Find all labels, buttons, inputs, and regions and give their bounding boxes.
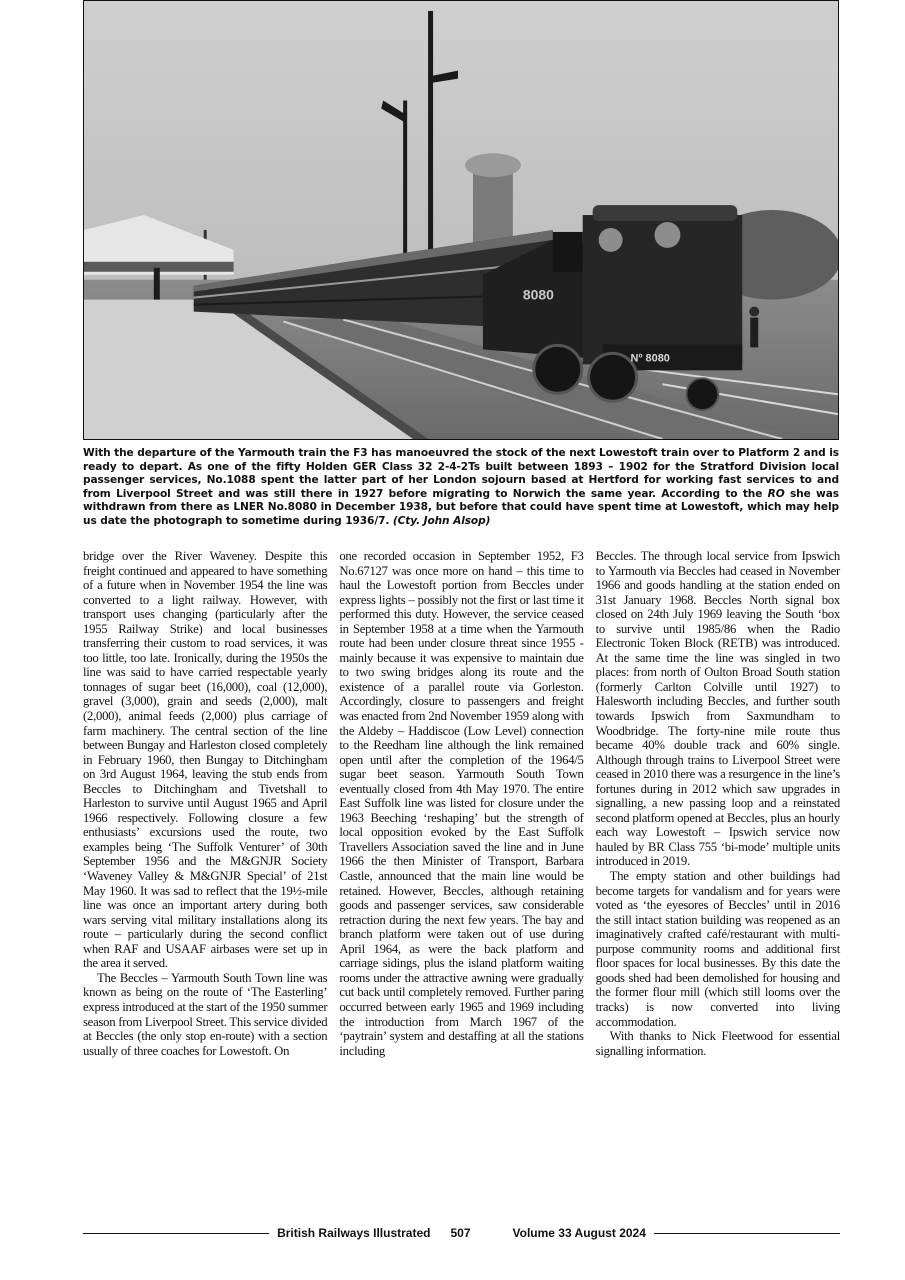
footer-rule-left: [83, 1233, 269, 1234]
cab-window: [599, 228, 623, 252]
publication-title: British Railways Illustrated: [277, 1226, 431, 1240]
photo-illustration: [84, 1, 838, 439]
signal-post: [403, 101, 407, 270]
page-footer: [83, 1224, 840, 1242]
locomotive-side-number: 8080: [522, 286, 554, 303]
cab-window: [654, 222, 680, 248]
acknowledgement: With thanks to Nick Fleetwood for essential signalling information.: [595, 1029, 840, 1058]
issue-info: Volume 33 August 2024: [512, 1226, 646, 1240]
page-number: 507: [450, 1226, 471, 1240]
driving-wheel: [589, 353, 637, 401]
signal-post: [428, 11, 433, 270]
footer-rule-right: [654, 1233, 840, 1234]
paragraph: The Beccles – Yarmouth South Town line was known as being on the route of ‘The Easterling’ express introduced at the start of the 1950 summer season from Liverpool Street. This service divided at Beccles (the only stop en-route) with a section usually of three coaches for Lowestoft. On: [83, 970, 328, 1058]
railway-worker: [750, 318, 758, 348]
paragraph: bridge over the River Waveney. Despite this freight continued and appeared to have something of a future when in November 1954 the line was converted to a light railway. However, with transport uses changing (particularly after the 1955 Railway Strike) and local businesses transferring their custom to road services, it was too little, too late. Ironically, during the 1950s the line was said to have carried respectable yearly tonnages of sugar beet (16,000), coal (12,000), gravel (3,000), grain and seeds (2,000), malt (2,000), animal feeds (2,000) plus carriage of farm machinery. The central section of the line between Bungay and Harleston closed completely in February 1960, then Bungay to Ditchingham on 3rd August 1964, leaving the stub ends from Beccles to Ditchingham and Tivetshall to Harleston to survive until August 1965 and April 1966 respectively. Following closure a few enthusiasts’ excursions used the route, two examples being ‘The Suffolk Venturer’ of 30th September 1956 and the M&GNJR Society ‘Waveney Valley & M&GNJR Special’ of 21st May 1960. It was sad to reflect that the 19½-mile line was once an important artery during both wars serving vital military installations along its route – particularly during the second conflict when RAF and USAAF airbases were set up in the area it served.: [83, 549, 328, 971]
railway-photograph: [83, 0, 839, 440]
locomotive-number-plate: Nº 8080: [630, 352, 670, 365]
photo-credit: (Cty. John Alsop): [392, 514, 491, 527]
caption-ro-abbr: RO: [767, 487, 785, 500]
article-column-1: [83, 549, 327, 1249]
article-body: [83, 549, 840, 1249]
paragraph: Beccles. The through local service from Ipswich to Yarmouth via Beccles had ceased in November 1966 and goods handling at the station ended on 31st January 1968. Beccles North signal box closed on 24th July 1969 leaving the South ‘box to survive until 1985/86 when the Radio Electronic Token Block (RETB) was introduced. At the same time the line was singled in two places: from north of Oulton Broad South station (formerly Carlton Colville until 1927) to Halesworth including Beccles, and further south towards Ipswich from Saxmundham to Woodbridge. The forty-nine mile route thus became 40% double track and 60% single. Although through trains to Liverpool Street were ceased in 2010 there was a resurgence in the line’s fortunes during in 2012 which saw upgrades in signalling, a new passing loop and a reinstated second platform opened at Beccles, plus an hourly each way Lowestoft – Ipswich service now hauled by BR Class 755 ‘bi-mode’ multiple units introduced in 2019.: [595, 549, 840, 869]
photo-caption: With the departure of the Yarmouth train the F3 has manoeuvred the stock of the next Lowestoft train over to Platform 2 and is ready to depart. As one of the fifty Holden GER Class 32 2-4-2Ts built between 1893 – 1902 for the Stratford Division local passenger services, No.1088 spent the latter part of her London sojourn based at Hertford for working fast services to and from Liverpool Street and was still there in 1927 before migrating to Norwich the same year. According to the RO she was withdrawn from there as LNER No.8080 in December 1938, but before that could have spent time at Lowestoft, which may help us date the photograph to sometime during 1936/7. (Cty. John Alsop): [83, 447, 839, 527]
paragraph: The empty station and other buildings had become targets for vandalism and for years were voted as ‘the eyesores of Beccles’ until in 2016 the still intact station building was reopened as an imaginatively crafted café/restaurant with multi-purpose community rooms and additional first floor spaces for local businesses. By this date the goods shed had been demolished for housing and the former flour mill (which still looms over the tracks) is now converted into living accommodation.: [595, 869, 840, 1029]
article-column-2: [339, 549, 583, 1249]
driving-wheel: [534, 345, 582, 393]
paragraph: one recorded occasion in September 1952, F3 No.67127 was once more on hand – this time to haul the Lowestoft portion from Beccles under express lights – possibly not the first or last time it performed this duty. However, the service ceased in September 1958 at a time when the Yarmouth route had been under closure threat since 1955 - mainly because it was expensive to maintain due to two swing bridges along its route and the existence of a parallel route via Gorleston. Accordingly, closure to passengers and freight was enacted from 2nd November 1959 along with the Aldeby – Haddiscoe (Low Level) connection to the Reedham line although the link remained open until after the completion of the 1964/5 sugar beet season. Yarmouth South Town eventually closed from 4th May 1970. The entire East Suffolk line was listed for closure under the 1963 Beeching ‘reshaping’ but the strength of local opposition evoked by the East Suffolk Travellers Association saved the line and in June 1966 the then Minister of Transport, Barbara Castle, announced that the main line would be retained. However, Beccles, although retaining goods and passenger services, saw considerable retraction during the next few years. The bay and branch platform were taken out of use during April 1964, as were the back platform and carriage sidings, plus the island platform waiting rooms under the attractive awning were gradually cut back until completely removed. Further paring occurred between early 1965 and 1969 including the introduction from March 1967 of the ‘paytrain’ system and destaffing at all the stations including: [339, 549, 584, 1058]
article-column-3: [596, 549, 840, 1249]
